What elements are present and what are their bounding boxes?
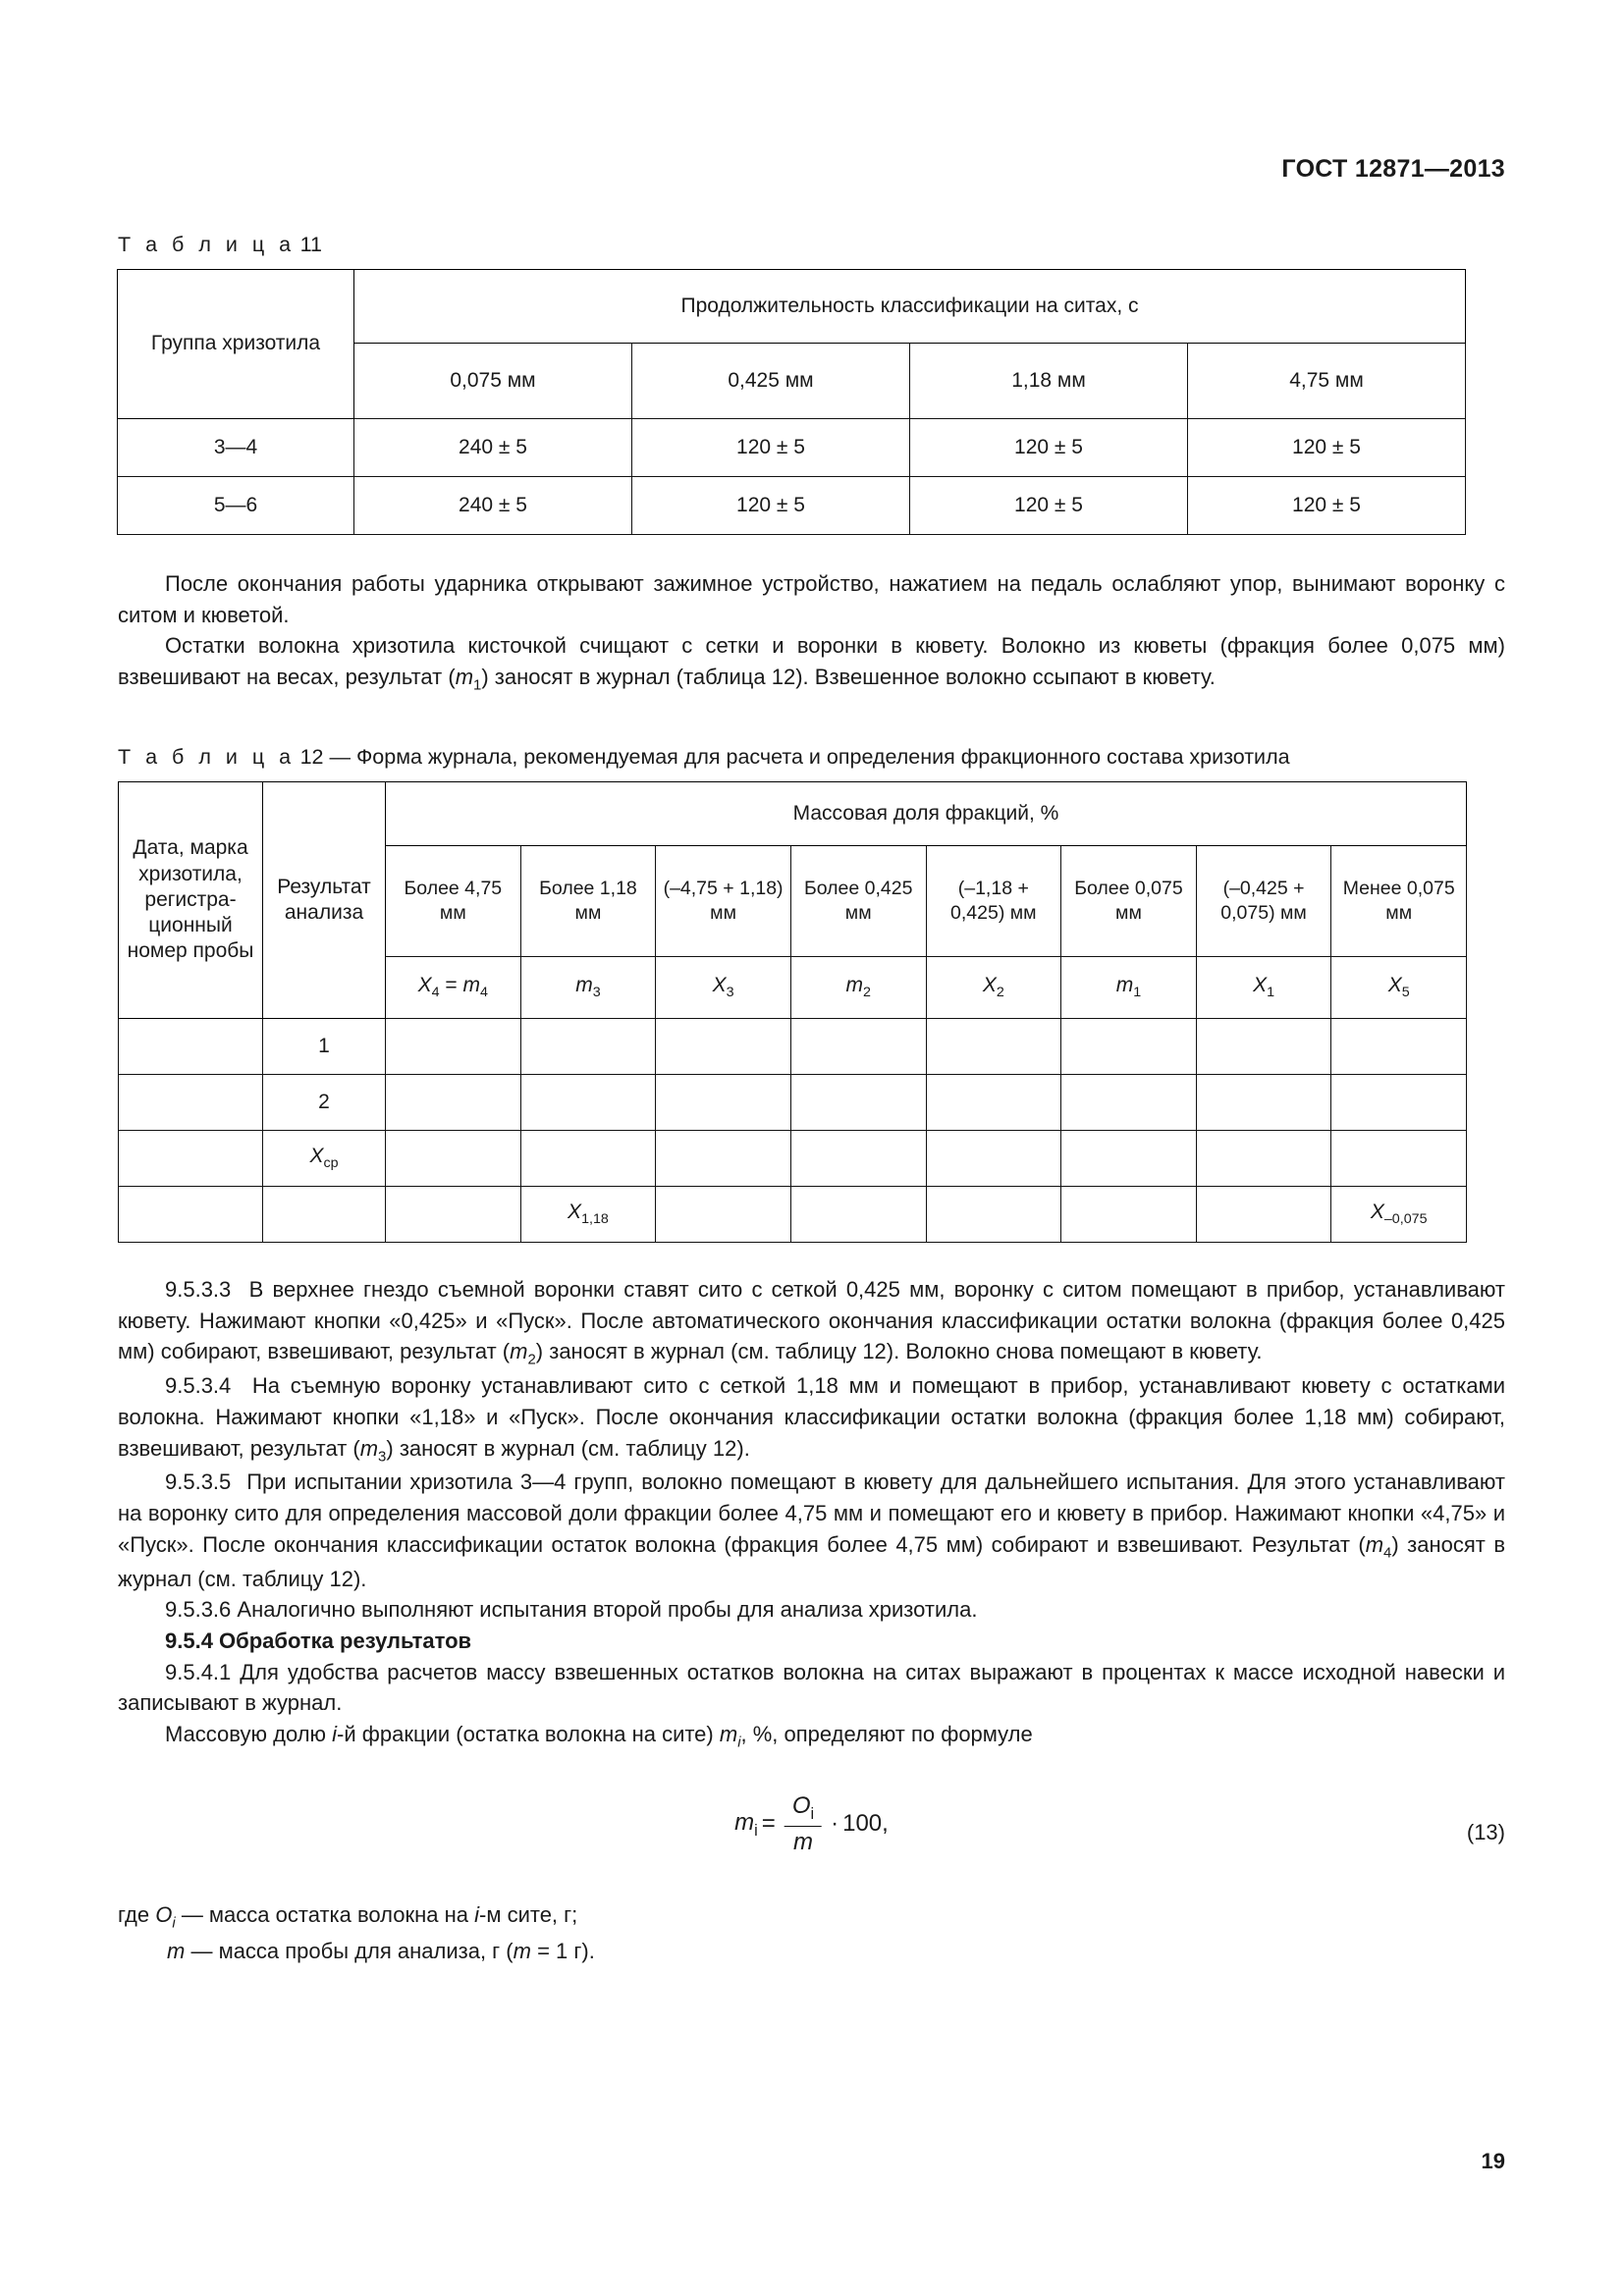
table-12-r2-c5 [1061,1130,1197,1186]
table-12-r2-c0 [386,1130,521,1186]
table-12-r2-result: $X_{ср}$ [263,1130,386,1186]
table-12-r3-date [119,1186,263,1242]
table-12-r1-c0 [386,1074,521,1130]
table-11-r0-c0: 240 ± 5 [354,419,632,477]
table-12-r0-date [119,1018,263,1074]
table-12-caption-number: 12 [299,744,324,769]
table-12-r2-c6 [1196,1130,1331,1186]
table-12-symbol-3: $m_2$ [790,956,926,1018]
table-12-caption [118,745,1505,770]
paragraph-after-table-11: После окончания работы ударника открывают зажимное устройство, нажатием на педаль ослабляют упор, вынимают воронку с ситом и кюветой. [118,571,1505,627]
table-12-symbol-7: $X_5$ [1331,956,1467,1018]
table-11 [117,269,1466,535]
paragraph-residues-b: ) заносят в журнал (таблица 12). Взвешенное волокно ссыпают в кювету. [481,665,1216,690]
table-12-r1-c2 [656,1074,791,1130]
symbol-m: m [455,665,474,690]
table-12-header-date: Дата, марка хризотила, регистра- ционный номер пробы [119,781,263,1018]
formula-13 [734,1792,889,1856]
table-12-r2-c1 [520,1130,656,1186]
table-12-fraction-header-4: (–1,18 + 0,425) мм [926,845,1061,956]
table-12-fraction-header-0: Более 4,75 мм [386,845,521,956]
table-11-subheader-0: 0,075 мм [354,344,632,419]
table-12-r3-c4 [926,1186,1061,1242]
section-9-5-4-heading: 9.5.4 Обработка результатов [165,1629,472,1654]
table-12-symbol-6: $X_1$ [1196,956,1331,1018]
formula-13-row [118,1775,1505,1881]
table-12-r1-date [119,1074,263,1130]
table-12-r1-result: 2 [263,1074,386,1130]
table-12-symbol-2: $X_3$ [656,956,791,1018]
table-12-r0-c6 [1196,1018,1331,1074]
table-12-fraction-header-1: Более 1,18 мм [520,845,656,956]
table-12-fraction-header-5: Более 0,075 мм [1061,845,1197,956]
formula-lhs: m [734,1808,755,1836]
table-11-caption-label: Т а б л и ц а [118,233,296,256]
table-12-fraction-header-2: (–4,75 + 1,18) мм [656,845,791,956]
table-12-r0-c0 [386,1018,521,1074]
table-row [118,419,1466,477]
table-row [119,1074,1467,1130]
table-12-r1-c4 [926,1074,1061,1130]
page-header: ГОСТ 12871—2013 [1281,155,1505,183]
table-12-r3-c2 [656,1186,791,1242]
table-12-r3-c1: $X_{1,18}$ [520,1186,656,1242]
formula-legend-line-2: m — масса пробы для анализа, г (m = 1 г). [167,1938,595,1963]
table-12-r2-c7 [1331,1130,1467,1186]
table-11-r1-c0: 240 ± 5 [354,477,632,535]
table-12-fraction-header-3: Более 0,425 мм [790,845,926,956]
formula-legend-line-1: где $O_i$ — масса остатка волокна на i-м сите, г; [118,1902,578,1932]
section-9-5-3-5: 9.5.3.5 При испытании хризотила 3—4 групп, волокно помещают в кювету для дальнейшего испытания. Для этого устанавливают на воронку сито для определения массовой доли фракции более 4,75 мм и помещают его и кювету в прибор. Нажимают кнопки «4,75» и «Пуск». После окончания классификации остаток волокна (фракция более 4,75 мм) собирают и взвешивают. Результат $(m_4)$ заносят в журнал (см. таблицу 12). [118,1469,1506,1591]
table-12-header-result: Результат анализа [263,781,386,1018]
table-12-symbol-1: $m_3$ [520,956,656,1018]
formula-dot: · [831,1810,839,1838]
formula-equals: = [761,1810,776,1838]
table-11-r1-c2: 120 ± 5 [910,477,1188,535]
table-11-caption [118,233,1505,257]
table-12-r1-c7 [1331,1074,1467,1130]
table-12-r2-c3 [790,1130,926,1186]
paragraph-residues [118,630,1505,696]
formula-legend [118,1898,1505,1967]
table-12-r2-c4 [926,1130,1061,1186]
formula-factor: 100, [842,1810,889,1838]
table-12-symbol-5: $m_1$ [1061,956,1197,1018]
table-11-r0-c3: 120 ± 5 [1188,419,1466,477]
table-12-r3-c5 [1061,1186,1197,1242]
table-row [119,1018,1467,1074]
table-12-symbol-0: $X_4 = m_4$ [386,956,521,1018]
table-11-subheader-3: 4,75 мм [1188,344,1466,419]
table-11-header-group: Группа хризотила [118,270,354,419]
section-9-5-3-3: 9.5.3.3 В верхнее гнездо съемной воронки ставят сито с сеткой 0,425 мм, воронку с ситом помещают в прибор, устанавливают кювету. Нажимают кнопки «0,425» и «Пуск». После автоматического окончания классификации остатки волокна (фракция более 0,425 мм) собирают, взвешивают, результат $(m_2)$ заносят в журнал (см. таблицу 12). Волокно снова помещают в кювету. [118,1276,1505,1368]
table-12-r3-c0 [386,1186,521,1242]
table-12-r1-c3 [790,1074,926,1130]
symbol-m-sub: 1 [473,676,482,694]
table-11-r0-c1: 120 ± 5 [632,419,910,477]
formula-numerator: $O_i$ [784,1792,822,1827]
table-12-r0-result: 1 [263,1018,386,1074]
table-12-r3-c3 [790,1186,926,1242]
legend-1-text: — масса остатка волокна на i-м сите, г; [181,1902,578,1928]
formula-denominator: m [792,1828,813,1855]
table-11-r0-group: 3—4 [118,419,354,477]
table-12-header-span: Массовая доля фракций, % [386,781,1467,845]
table-12-caption-label: Т а б л и ц а [118,744,296,769]
table-12-symbol-4: $X_2$ [926,956,1061,1018]
table-12-r0-c5 [1061,1018,1197,1074]
section-9-5-4-1: 9.5.4.1 Для удобства расчетов массу взвешенных остатков волокна на ситах выражают в процентах к массе исходной навески и записывают в журнал. [118,1659,1505,1716]
section-9-5-4-1-formula-intro: Массовую долю i-й фракции (остатка волокна на сите) $m_i$, %, определяют по формуле [165,1722,1033,1751]
table-12-fraction-header-7: Менее 0,075 мм [1331,845,1467,956]
page-number: 19 [1481,2149,1505,2173]
legend-2-text: — масса пробы для анализа, г (m = 1 г). [190,1938,595,1963]
table-12-r0-c3 [790,1018,926,1074]
table-11-r1-group: 5—6 [118,477,354,535]
table-12-r3-c7: $X_{-0,075}$ [1331,1186,1467,1242]
paragraph-residues-a: Остатки волокна хризотила кисточкой счищают с сетки и воронки в кювету. Волокно из кюветы (фракция более 0,075 мм) взвешивают на весах, результат ( [118,633,1505,690]
section-9-5-3-6: 9.5.3.6 Аналогично выполняют испытания второй пробы для анализа хризотила. [165,1597,978,1623]
table-12-r2-date [119,1130,263,1186]
table-11-subheader-2: 1,18 мм [910,344,1188,419]
table-11-r1-c1: 120 ± 5 [632,477,910,535]
formula-lhs-sub: i [754,1821,758,1840]
table-11-subheader-1: 0,425 мм [632,344,910,419]
formula-number: (13) [1466,1820,1505,1845]
table-12-r3-result [263,1186,386,1242]
table-11-caption-number: 11 [299,233,322,256]
table-12-r0-c4 [926,1018,1061,1074]
table-12-r0-c7 [1331,1018,1467,1074]
table-12 [118,781,1467,1243]
table-12-r2-c2 [656,1130,791,1186]
table-12-caption-text: — Форма журнала, рекомендуемая для расчета и определения фракционного состава хризотила [329,744,1290,769]
table-row [118,477,1466,535]
table-12-r1-c1 [520,1074,656,1130]
formula-fraction [784,1792,822,1856]
table-12-fraction-header-6: (–0,425 + 0,075) мм [1196,845,1331,956]
table-11-header-span: Продолжительность классификации на ситах, с [354,270,1466,344]
table-12-r0-c2 [656,1018,791,1074]
table-12-r1-c6 [1196,1074,1331,1130]
table-12-r0-c1 [520,1018,656,1074]
table-11-r1-c3: 120 ± 5 [1188,477,1466,535]
table-12-r3-c6 [1196,1186,1331,1242]
table-row [119,1130,1467,1186]
table-12-r1-c5 [1061,1074,1197,1130]
section-9-5-3-4: 9.5.3.4 На съемную воронку устанавливают сито с сеткой 1,18 мм и помещают в прибор, устанавливают кювету с остатками волокна. Нажимают кнопки «1,18» и «Пуск». После окончания классификации остатки волокна (фракция более 1,18 мм) собирают, взвешивают, результат $(m_3)$ заносят в журнал (см. таблицу 12). [118,1373,1505,1465]
table-row [119,1186,1467,1242]
table-11-r0-c2: 120 ± 5 [910,419,1188,477]
